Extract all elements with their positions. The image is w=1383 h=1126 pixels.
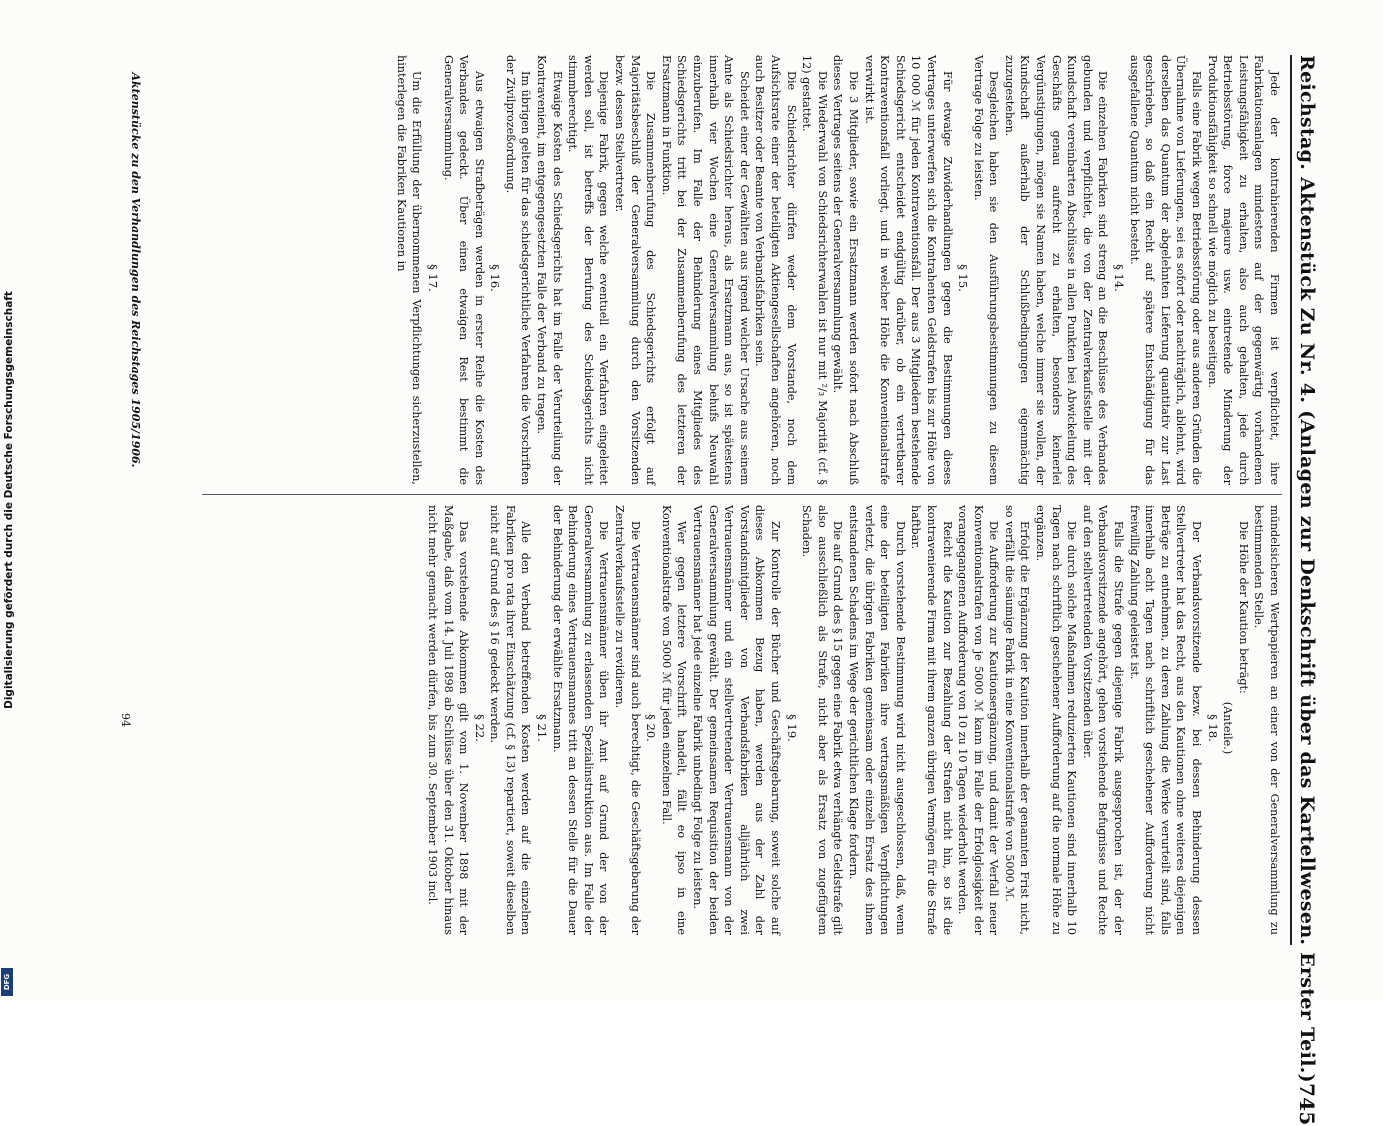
paragraph: Die Vertrauensmänner üben ihr Amt auf Grund der von der Generalversammlung zu erlassenden Spezialinstruktion aus. Im Falle der Behinderung eines Vertrauensmannes tritt an dessen Stelle für die Dauer der Behinderung der erwählte Ersatzmann.	[550, 505, 610, 935]
paragraph: Zur Kontrolle der Bücher und Geschäftsgebarung, soweit solche auf dieses Abkommen Bezug haben, werden aus der Zahl der Vorstandsmitglieder von Verbandsfabriken alljährlich zwei Vertrauensmänner und ein stellvertretender Vertrauensmann von der Generalversammlung gewählt. Der gemeinsamen Requisition der beiden Vertrauensmänner hat jede einzelne Fabrik unbedingt Folge zu leisten.	[690, 505, 782, 935]
section-heading: § 20.	[643, 714, 658, 742]
paragraph: Die durch solche Maßnahmen reduzierten Kautionen sind innerhalb 10 Tagen nach schriftlich geschehener Aufforderung auf die normale Höhe zu ergänzen.	[1033, 505, 1078, 935]
logo-text: DFG	[3, 973, 11, 991]
section-heading: § 18.	[1205, 714, 1220, 742]
paragraph: Erfolgt die Ergänzung der Kaution innerhalb der genannten Frist nicht, so verfällt die säumige Fabrik in eine Konventionalstrafe von 5000 ℳ.	[1002, 505, 1031, 935]
section-heading: § 22.	[472, 714, 487, 742]
paragraph: Alle den Verband betreffenden Kosten werden auf die einzelnen Fabriken pro rata ihrer Einschätzung (cf. § 13) repartiert, soweit dieselben nicht auf Grund des § 16 gedeckt werden.	[487, 505, 532, 935]
paragraph: Die auf Grund des § 15 gegen eine Fabrik etwa verhängte Geldstrafe gilt also ausschließlich als Strafe, nicht aber als Ersatz von zugefügtem Schaden.	[799, 505, 844, 935]
paragraph: Diejenige Fabrik, gegen welche eventuell ein Verfahren eingeleitet werden soll, ist betreffs der Berufung des Schiedsgerichts nicht stimmberechtigt.	[565, 55, 610, 485]
running-head-title: Reichstag. Aktenstück Zu Nr. 4. (Anlagen zur Denkschrift über das Kartellwesen. Erster Teil.)	[1295, 55, 1318, 1083]
footer-note: Aktenstücke zu den Verhandlungen des Reichstages 1905/1906.	[128, 72, 142, 468]
paragraph: Die Wiederwahl von Schiedsrichterwahlen ist nur mit ²/₃ Majorität (cf. § 12) gestattet.	[799, 55, 829, 485]
paragraph: Im übrigen gelten für das schiedsgerichtliche Verfahren die Vorschriften der Zivilprozeßordnung.	[503, 55, 532, 485]
section-heading: § 17.	[425, 264, 440, 292]
rotated-page-content	[62, 35, 1322, 1126]
paragraph: Das vorstehende Abkommen gilt vom 1. November 1898 mit der Maßgabe, daß vom 14. Juli 1898 ab Schlüsse über den 31. Oktober hinaus nicht mehr gemacht werden dürfen, bis zum 30. September 1903 incl.	[425, 505, 470, 935]
paragraph: Falls eine Fabrik wegen Betriebsstörung oder aus anderen Gründen die Übernahme von Lieferungen, sei es sofort oder nachträglich, ablehnt, wird derselben das Quantum der abgelehnten Lieferung quantitativ zur Last geschrieben, so daß ein Recht auf spätere Entschädigung für das ausgefallene Quantum nicht besteht.	[1127, 55, 1203, 485]
paragraph: Aus etwaigen Strafbeträgen werden in erster Reihe die Kosten des Verbandes gedeckt. Über einen etwaigen Rest bestimmt die Generalversammlung.	[441, 55, 486, 485]
paragraph: Die Zusammenberufung des Schiedsgerichts erfolgt auf Majoritätsbeschluß der Generalversammlung durch den Vorsitzenden bezw. dessen Stellvertreter.	[612, 55, 657, 485]
paragraph: Desgleichen haben sie den Ausführungsbestimmungen zu diesem Vertrage Folge zu leisten.	[971, 55, 1000, 485]
paragraph: Um die Erfüllung der übernommenen Verpflichtungen sicherzustellen, hinterlegen die Fabriken Kautionen in	[394, 55, 423, 485]
folio-number: 94	[118, 713, 132, 727]
paragraph: Falls die Strafe gegen diejenige Fabrik ausgesprochen ist, der der Verbandsvorsitzende angehört, gehen vorstehende Befugnisse und Rechte auf den stellvertretenden Vorsitzenden über.	[1080, 505, 1125, 935]
paragraph: Die Aufforderung zur Kautionsergänzung, und damit der Verfall neuer Konventionalstrafen von je 5000 ℳ kann im Falle der Erfolglosigkeit der vorangegangenen Aufforderung von 10 zu 10 Tagen wiederholt werden.	[955, 505, 1000, 935]
section-heading: § 16.	[487, 264, 502, 292]
paragraph: Reicht die Kaution zur Bezahlung der Strafen nicht hin, so ist die kontravenierende Firma mit ihrem ganzen übrigen Vermögen für die Strafe haftbar.	[908, 505, 954, 935]
section-heading: § 21.	[534, 714, 549, 742]
paragraph: Jede der kontrahierenden Firmen ist verpflichtet, ihre Fabrikationsanlagen mindestens auf der gegenwärtig vorhandenen Leistungsfähigkeit zu erhalten, also auch gehalten, jede durch Betriebsstörung, force majeure usw. eintretende Minderung der Produktionsfähigkeit so schnell wie möglich zu beseitigen.	[1205, 55, 1281, 485]
section-heading: § 19.	[784, 714, 799, 742]
left-column	[393, 55, 1282, 485]
paragraph: Die Vertrauensmänner sind auch berechtigt, die Geschäftsgebarung der Zentralverkaufsstelle zu revidieren.	[612, 505, 642, 935]
paragraph: (Anteile.)	[1220, 701, 1234, 755]
paragraph: Etwaige Kosten des Schiedsgerichts hat im Falle der Verurteilung der Kontravenient, im entgegengesetzten Falle der Verband zu tragen.	[534, 55, 564, 485]
credit-text: Digitalisierung gefördert durch die Deutsche Forschungsgemeinschaft	[3, 291, 15, 709]
section-heading: § 14.	[1111, 264, 1126, 292]
digitization-credit	[2, 0, 16, 1000]
paragraph: Die Schiedsrichter dürfen weder dem Vorstande, noch dem Aufsichtsrate einer der beteiligten Aktiengesellschaften angehören, noch auch Besitzer oder Beamte von Verbandsfabriken sein.	[752, 55, 798, 485]
paragraph: mündelsicheren Wertpapieren an einer von der Generalversammlung zu bestimmenden Stelle.	[1251, 505, 1281, 935]
running-head	[1290, 55, 1322, 1126]
section-heading: § 15.	[955, 264, 970, 292]
paragraph: Die 3 Mitglieder, sowie ein Ersatzmann werden sofort nach Abschluß dieses Vertrages seitens der Generalversammlung gewählt.	[830, 55, 860, 485]
paragraph: Durch vorstehende Bestimmung wird nicht ausgeschlossen, daß, wenn eine der beteiligten Fabriken ihre vertragsmäßigen Verpflichtungen verletzt, die übrigen Fabriken gemeinsam oder einzeln Ersatz des ihnen entstandenen Schadens im Wege der gerichtlichen Klage fordern.	[846, 505, 907, 935]
paragraph: Für etwaige Zuwiderhandlungen gegen die Bestimmungen dieses Vertrages unterwerfen sich die Kontrahenten Geldstrafen bis zur Höhe von 10 000 ℳ für jeden Kontraventionsfall. Der aus 3 Mitgliedern bestehende Schiedsgericht entscheidet endgültig darüber, ob ein vertretbarer Kontraventionsfall vorliegt, und in welcher Höhe die Konventionalstrafe verwirkt ist.	[862, 55, 954, 485]
paragraph: Die einzelnen Fabriken sind streng an die Beschlüsse des Verbandes gebunden und verpflichtet, die von der Zentralverkaufsstelle mit der Kundschaft vereinbarten Abschlüsse in allen Punkten bei Abwickelung des Geschäfts genau aufrecht zu erhalten, besonders keinerlei Vergünstigungen, mögen sie Namen haben, welche immer sie wollen, der Kundschaft außerhalb der Schlußbedingungen eigenmächtig zuzugestehen.	[1002, 55, 1109, 485]
column-divider	[202, 494, 1282, 495]
paragraph: Scheidet einer der Gewählten aus irgend welcher Ursache aus seinem Amte als Schiedsrichter heraus, als Ersatzmann aus, so ist spätestens innerhalb vier Wochen eine Generalversammlung behufs Neuwahl einzuberufen. Im Falle der Behinderung eines Mitgliedes des Schiedsgerichts tritt bei der Zusammenberufung des letzteren der Ersatzmann in Funktion.	[659, 55, 751, 485]
paragraph: Wer gegen letztere Vorschrift handelt, fällt eo ipso in eine Konventionalstrafe von 5000 ℳ für jeden einzelnen Fall.	[659, 505, 688, 935]
right-column	[424, 505, 1282, 935]
dfg-logo-icon	[1, 968, 13, 996]
paragraph: Die Höhe der Kaution beträgt:	[1236, 521, 1250, 694]
page-number: 745	[1294, 1082, 1319, 1126]
paragraph: Der Verbandsvorsitzende bezw. bei dessen Behinderung dessen Stellvertreter hat das Recht, aus den Kautionen ohne weiteres diejenigen Beträge zu entnehmen, zu deren Zahlung die Werke verurteilt sind, falls innerhalb acht Tagen nach schriftlich geschehener Aufforderung nicht freiwillig Zahlung geleistet ist.	[1127, 505, 1203, 935]
